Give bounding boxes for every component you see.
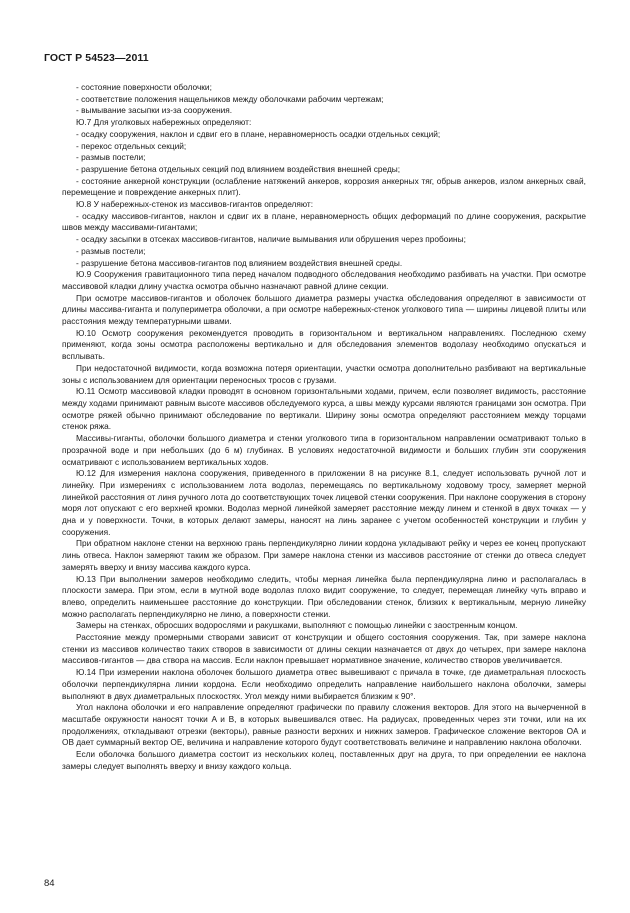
document-header: ГОСТ Р 54523—2011: [44, 52, 149, 64]
paragraph: При недостаточной видимости, когда возможна потеря ориентации, участки осмотра дополнительно разбивают на вертикальные зоны с использованием для ориентации переносных тросов с грузами.: [62, 362, 586, 385]
paragraph: Если оболочка большого диаметра состоит из нескольких колец, поставленных друг на друга, то при определении ее наклона замеры следует выполнять вверху и внизу каждого кольца.: [62, 749, 586, 771]
paragraph: Ю.12 Для измерения наклона сооружения, приведенного в приложении 8 на рисунке 8.1, следует использовать ручной лот и линейку. При измерениях с использованием лота водолаз, перемещаясь по вертикальному ходовому тросу, замеряет мерной линейкой расстояния от линя ручного лота до соответствующих точек лицевой стенки сооружения. При наклоне сооружения в сторону моря лот опускают с его верхней кромки. Водолаз мерной линейкой замеряет расстояние между линем и стенкой в двух точках — у дна и у поверхности. Точки, в которых делают замеры, наносят на линь заранее с учетом особенностей конструкции и глубин у сооружения.: [62, 468, 586, 537]
paragraph: - осадку засыпки в отсеках массивов-гигантов, наличие вымывания или обрушения через пробоины;: [76, 234, 466, 245]
paragraph: - размыв постели;: [76, 245, 146, 256]
paragraph: - разрушение бетона отдельных секций под влиянием воздействия внешней среды;: [76, 163, 401, 174]
paragraph: - вымывание засыпки из-за сооружения.: [76, 105, 233, 116]
paragraph: - состояние анкерной конструкции (ослабление натяжений анкеров, коррозия анкерных тяг, обрыв анкеров, излом анкерных свай, перемещение и повреждение анкерных плит).: [62, 175, 586, 198]
paragraph: - осадку массивов-гигантов, наклон и сдвиг их в плане, неравномерность общих деформаций по длине сооружения, раскрытие швов между массивами-гигантами;: [62, 210, 586, 233]
paragraph: При обратном наклоне стенки на верхнюю грань перпендикулярно линии кордона укладывают рейку и через ее конец пропускают линь отвеса. Наклон замеряют таким же образом. При замере наклона стенки из массивов расстояние от стенки до отвеса следует замерять вверху и внизу массива каждого курса.: [62, 538, 586, 572]
paragraph: При осмотре массивов-гигантов и оболочек большого диаметра размеры участка обследования определяют в зависимости от длины массива-гиганта и полупериметра оболочки, а при осмотре набережных-стенок уголкового типа — ширины лицевой плиты или расстояния между температурными швами.: [62, 292, 586, 327]
paragraph: Массивы-гиганты, оболочки большого диаметра и стенки уголкового типа в горизонтальном направлении осматривают только в прозрачной воде и при небольших (до 6 м) глубинах. В условиях недостаточной видимости и больших глубин эти сооружения осматривают с использованием вертикальных ходов.: [62, 433, 586, 467]
paragraph: Ю.9 Сооружения гравитационного типа перед началом подводного обследования необходимо разбивать на участки. При осмотре массивовой кладки длину участка осмотра обычно назначают равной длине секции.: [62, 269, 586, 291]
paragraph: Ю.8 У набережных-стенок из массивов-гигантов определяют:: [76, 199, 314, 210]
paragraph: Расстояние между промерными створами зависит от конструкции и общего состояния сооружения. Так, при замере наклона стенки из массивов количество таких створов в зависимости от длины секции назначается от двух до четырех, при замере наклона массивов-гигантов — два створа на массив. Если наклон превышает нормативное значение, количество створов увеличивается.: [62, 632, 586, 666]
paragraph: - размыв постели;: [76, 152, 146, 163]
page-number: 84: [44, 878, 55, 889]
paragraph: - состояние поверхности оболочки;: [76, 82, 212, 92]
paragraph: Ю.14 При измерении наклона оболочек большого диаметра отвес вывешивают с причала в точке, где диаметральная плоскость оболочки перпендикулярна линии кордона. Если необходимо определить направление наибольшего наклона оболочки, замеры выполняют в двух диаметральных плоскостях. Угол между ними выбирается близким к 90°.: [62, 667, 586, 701]
paragraph: Ю.7 Для уголковых набережных определяют:: [76, 117, 252, 128]
paragraph: - соответствие положения нащельников между оболочками рабочим чертежам;: [76, 93, 384, 104]
paragraph: Ю.13 При выполнении замеров необходимо следить, чтобы мерная линейка была перпендикулярна линю и располагалась в плоскости замера. При этом, если в мутной воде водолаз плохо видит сооружение, то следует, перемещая линейку чуть вправо и влево, определить наименьшее расстояние до конструкции. При обследовании стенок, близких к вертикальным, мерную линейку можно располагать перпендикулярно не линю, а поверхности стенки.: [62, 573, 586, 619]
paragraph: Ю.10 Осмотр сооружения рекомендуется проводить в горизонтальном и вертикальном направлениях. Последнюю схему применяют, когда зоны осмотра расположены вертикально и для обследования элементов водолазу необходимо опускаться и всплывать.: [62, 327, 586, 362]
paragraph: Ю.11 Осмотр массивовой кладки проводят в основном горизонтальными ходами, причем, если позволяет видимость, расстояние между ходами принимают равным высоте массивов обследуемого курса, а швы между курсами являются границами зон осмотра. При осмотре ряжей обычно принимают обследование по вертикали. Ширину зоны осмотра определяют расстоянием между торцами стенок ряжа.: [62, 386, 586, 432]
paragraph: - разрушение бетона массивов-гигантов под влиянием воздействия внешней среды.: [76, 257, 403, 268]
paragraph: - перекос отдельных секций;: [76, 140, 187, 151]
paragraph: - осадку сооружения, наклон и сдвиг его в плане, неравномерность осадки отдельных секций;: [76, 128, 441, 139]
document-body: [62, 82, 586, 772]
paragraph: Угол наклона оболочки и его направление определяют графически по правилу сложения векторов. Для этого на вычерченной в масштабе окружности наносят точки A и B, в которых вывешивался отвес. На радиусах, проведенных через эти точки, или на их продолжениях, откладывают отрезки (векторы), равные разности верхних и нижних замеров. Графическое сложение векторов OA и OB дает суммарный вектор OE, величина и направление которого будут соответствовать величине и направлению наклона оболочки.: [62, 702, 586, 748]
paragraph: Замеры на стенках, обросших водорослями и ракушками, выполняют с помощью линейки с заостренным концом.: [76, 620, 518, 631]
